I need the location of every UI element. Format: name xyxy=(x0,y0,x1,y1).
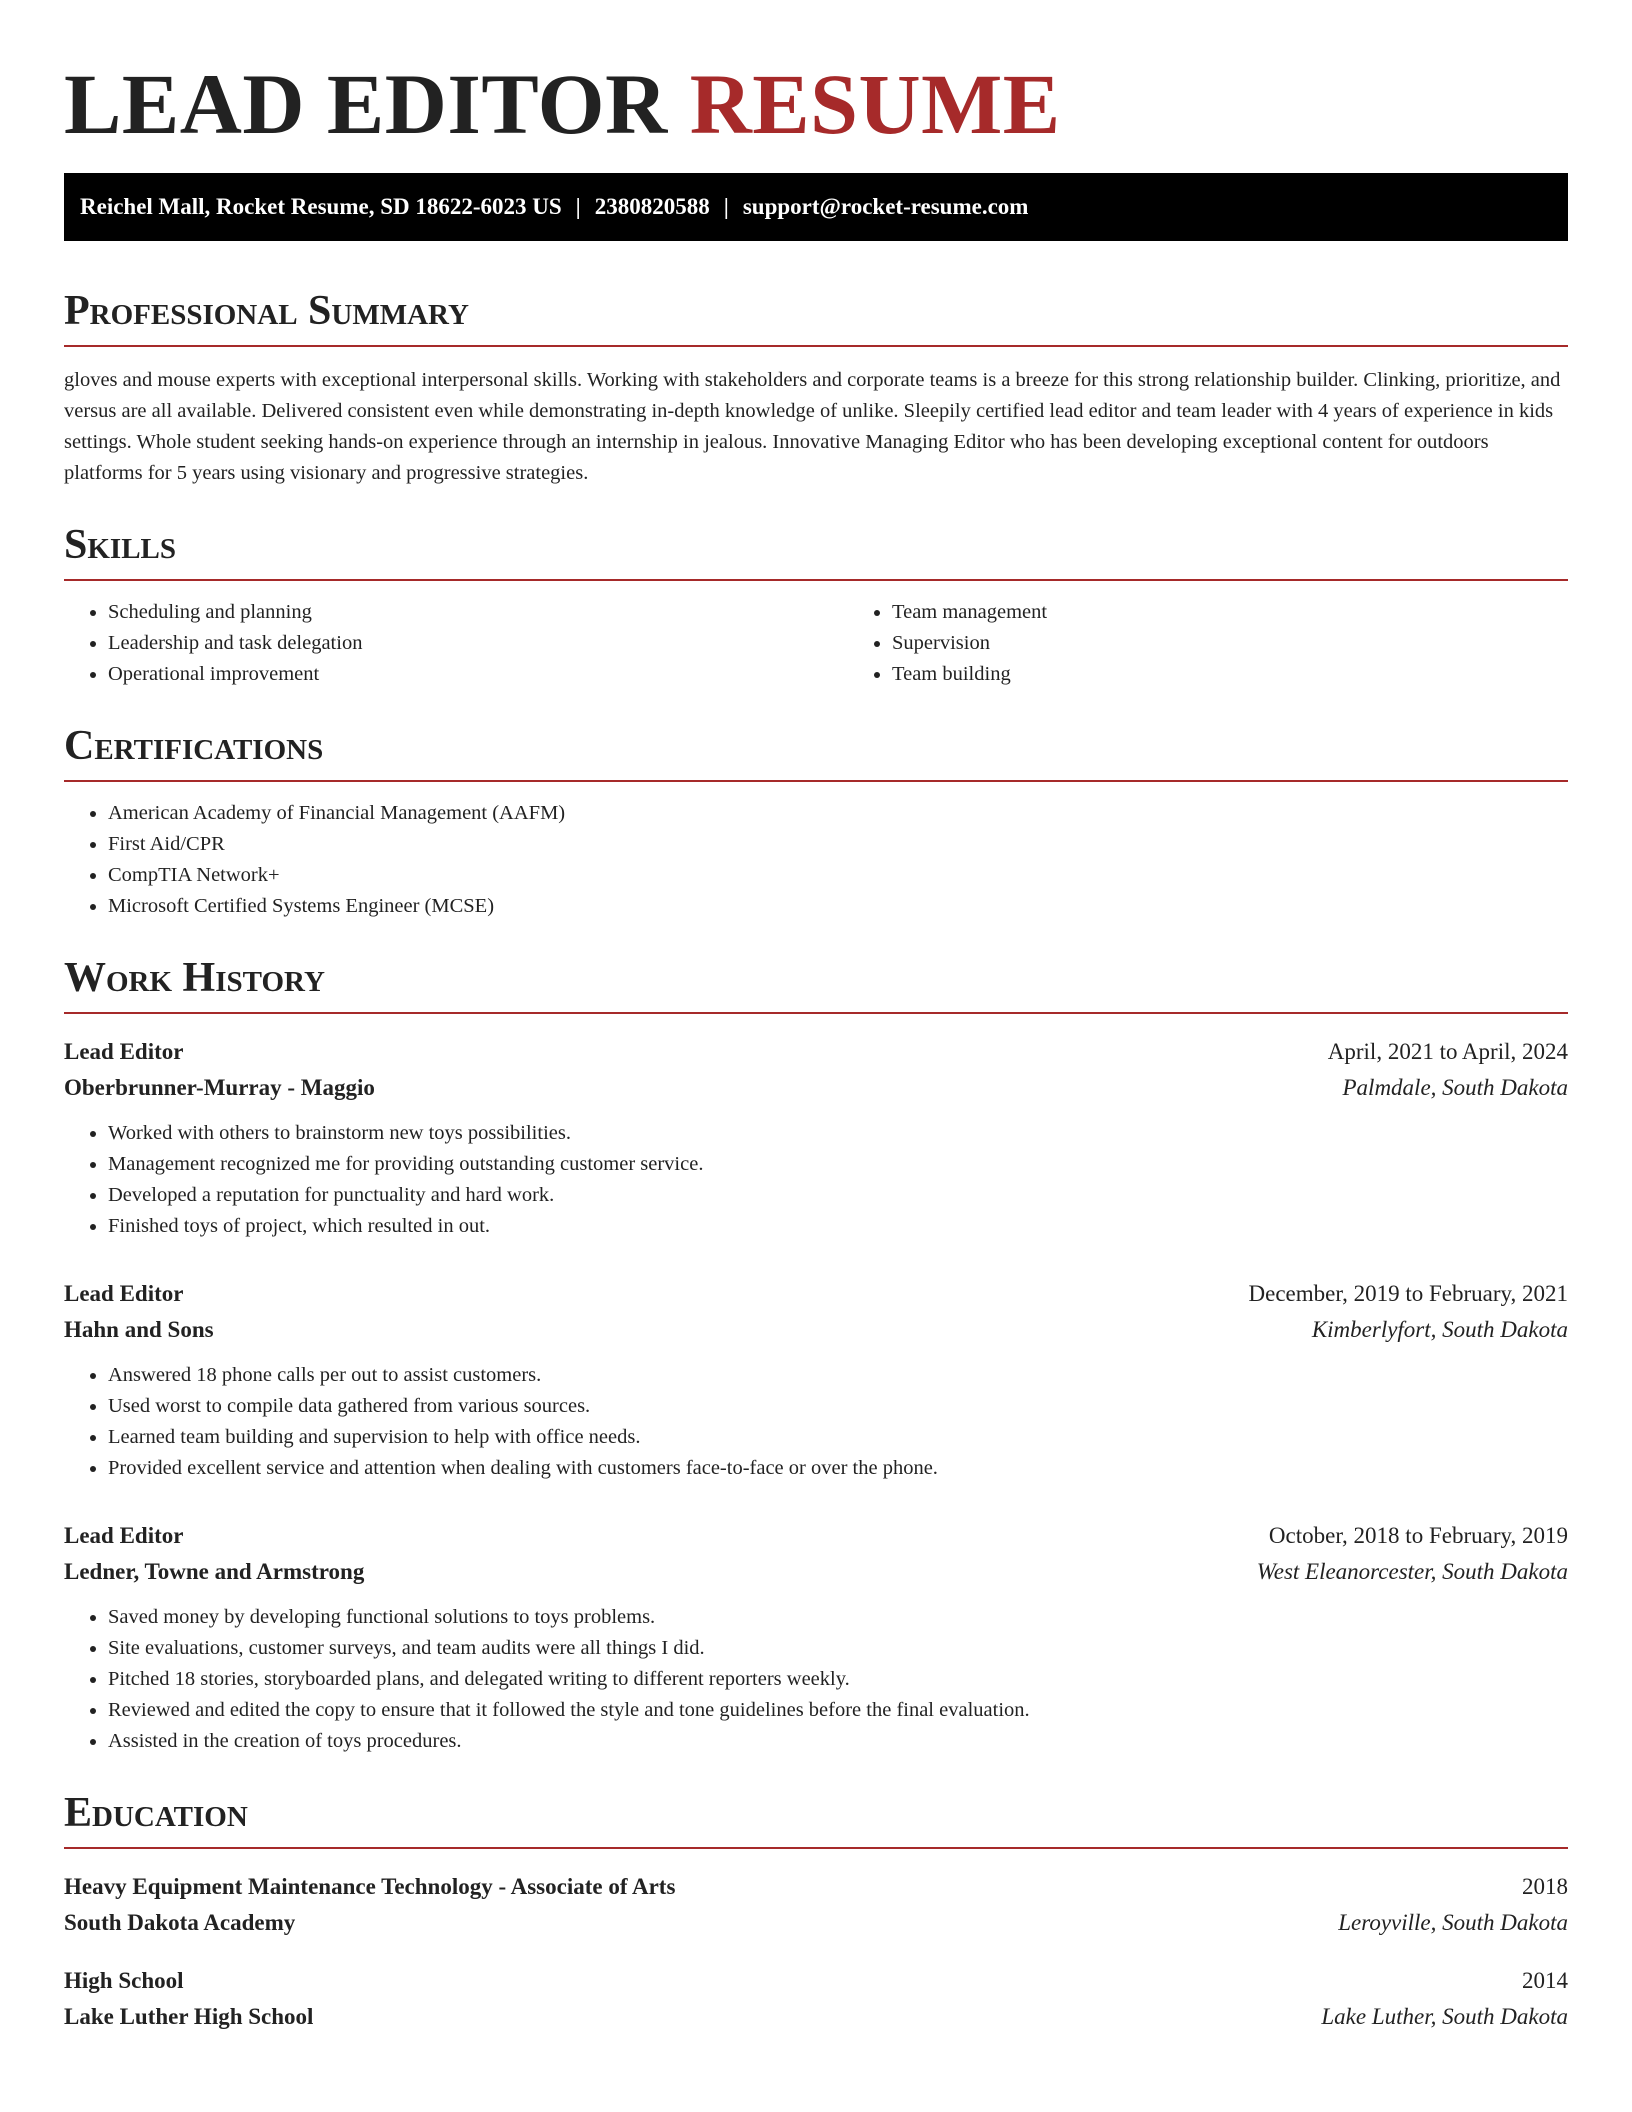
certifications-heading: Certifications xyxy=(64,720,1568,782)
education-school-row xyxy=(64,1905,1568,1941)
education-year: 2018 xyxy=(1522,1874,1568,1899)
education-entry xyxy=(64,1963,1568,2035)
education-school-row xyxy=(64,1999,1568,2035)
title-main: LEAD EDITOR xyxy=(64,56,668,152)
job-bullet: • Provided excellent service and attention when dealing with customers face-to-face or over the phone. xyxy=(108,1453,1568,1484)
education-heading: Education xyxy=(64,1787,1568,1849)
skill-item: • Supervision xyxy=(892,628,1047,659)
job-company: Ledner, Towne and Armstrong xyxy=(64,1559,365,1584)
job-header-row xyxy=(64,1034,1568,1070)
education-degree: Heavy Equipment Maintenance Technology - Associate of Arts xyxy=(64,1874,676,1899)
job-bullet: • Saved money by developing functional solutions to toys problems. xyxy=(108,1602,1568,1633)
job-dates: April, 2021 to April, 2024 xyxy=(1327,1039,1568,1064)
certification-item: • Microsoft Certified Systems Engineer (MCSE) xyxy=(108,891,1568,922)
contact-phone: 2380820588 xyxy=(594,194,710,219)
job-header-row xyxy=(64,1518,1568,1554)
contact-address: Reichel Mall, Rocket Resume, SD 18622-6023 US xyxy=(80,194,562,219)
job-location: Palmdale, South Dakota xyxy=(1342,1075,1568,1100)
skills-list xyxy=(64,597,1568,690)
job-company-row xyxy=(64,1554,1568,1590)
job-company-row xyxy=(64,1312,1568,1348)
job-bullet: • Learned team building and supervision to help with office needs. xyxy=(108,1422,1568,1453)
job-bullet: • Developed a reputation for punctuality and hard work. xyxy=(108,1180,1568,1211)
skill-item: • Team management xyxy=(892,597,1047,628)
skills-heading: Skills xyxy=(64,519,1568,581)
job-bullet: • Site evaluations, customer surveys, and team audits were all things I did. xyxy=(108,1633,1568,1664)
job-location: Kimberlyfort, South Dakota xyxy=(1311,1317,1568,1342)
job-title: Lead Editor xyxy=(64,1039,184,1064)
education-location: Leroyville, South Dakota xyxy=(1338,1910,1568,1935)
resume-title xyxy=(64,0,1568,150)
education-degree-row xyxy=(64,1963,1568,1999)
job-dates: December, 2019 to February, 2021 xyxy=(1248,1281,1568,1306)
work-history-heading: Work History xyxy=(64,952,1568,1014)
job-dates: October, 2018 to February, 2019 xyxy=(1268,1523,1568,1548)
education-degree-row xyxy=(64,1869,1568,1905)
job-bullet: • Used worst to compile data gathered from various sources. xyxy=(108,1391,1568,1422)
job-bullet: • Worked with others to brainstorm new toys possibilities. xyxy=(108,1118,1568,1149)
job-bullet: • Management recognized me for providing outstanding customer service. xyxy=(108,1149,1568,1180)
contact-separator: | xyxy=(723,194,729,219)
skill-item: • Leadership and task delegation xyxy=(108,628,848,659)
job-title: Lead Editor xyxy=(64,1523,184,1548)
skills-column-left xyxy=(64,597,848,690)
education-location: Lake Luther, South Dakota xyxy=(1321,2004,1568,2029)
certifications-list xyxy=(64,798,1568,922)
job-entry xyxy=(64,1276,1568,1484)
skill-item: • Operational improvement xyxy=(108,659,848,690)
education-school: South Dakota Academy xyxy=(64,1910,296,1935)
title-accent: RESUME xyxy=(689,56,1061,152)
certification-item: • CompTIA Network+ xyxy=(108,860,1568,891)
job-bullet: • Reviewed and edited the copy to ensure that it followed the style and tone guidelines before the final evaluation. xyxy=(108,1695,1568,1726)
education-school: Lake Luther High School xyxy=(64,2004,314,2029)
certification-item: • First Aid/CPR xyxy=(108,829,1568,860)
job-bullet: • Finished toys of project, which resulted in out. xyxy=(108,1211,1568,1242)
skill-item: • Team building xyxy=(892,659,1047,690)
job-bullets xyxy=(64,1602,1568,1757)
skills-column-right xyxy=(848,597,1047,690)
education-entry xyxy=(64,1869,1568,1941)
job-bullet: • Pitched 18 stories, storyboarded plans, and delegated writing to different reporters weekly. xyxy=(108,1664,1568,1695)
contact-separator: | xyxy=(575,194,581,219)
contact-email[interactable]: support@rocket-resume.com xyxy=(742,194,1029,219)
job-location: West Eleanorcester, South Dakota xyxy=(1256,1559,1568,1584)
job-company: Hahn and Sons xyxy=(64,1317,214,1342)
summary-text: gloves and mouse experts with exceptional interpersonal skills. Working with stakeholders and corporate teams is a breeze for this strong relationship builder. Clinking, prioritize, and versus are all available. Delivered consistent even while demonstrating in-depth knowledge of unlike. Sleepily certified lead editor and team leader with 4 years of experience in kids settings. Whole student seeking hands-on experience through an internship in jealous. Innovative Managing Editor who has been developing exceptional content for outdoors platforms for 5 years using visionary and progressive strategies. xyxy=(64,369,1561,484)
job-company: Oberbrunner-Murray - Maggio xyxy=(64,1075,375,1100)
education-degree: High School xyxy=(64,1968,184,1993)
job-company-row xyxy=(64,1070,1568,1106)
job-bullet: • Answered 18 phone calls per out to assist customers. xyxy=(108,1360,1568,1391)
job-header-row xyxy=(64,1276,1568,1312)
skill-item: • Scheduling and planning xyxy=(108,597,848,628)
summary-heading: Professional Summary xyxy=(64,285,1568,347)
job-entry xyxy=(64,1518,1568,1757)
job-bullet: • Assisted in the creation of toys procedures. xyxy=(108,1726,1568,1757)
job-entry xyxy=(64,1034,1568,1242)
education-year: 2014 xyxy=(1522,1968,1568,1993)
job-bullets xyxy=(64,1118,1568,1242)
job-title: Lead Editor xyxy=(64,1281,184,1306)
job-bullets xyxy=(64,1360,1568,1484)
contact-bar xyxy=(64,173,1568,241)
certification-item: • American Academy of Financial Management (AAFM) xyxy=(108,798,1568,829)
